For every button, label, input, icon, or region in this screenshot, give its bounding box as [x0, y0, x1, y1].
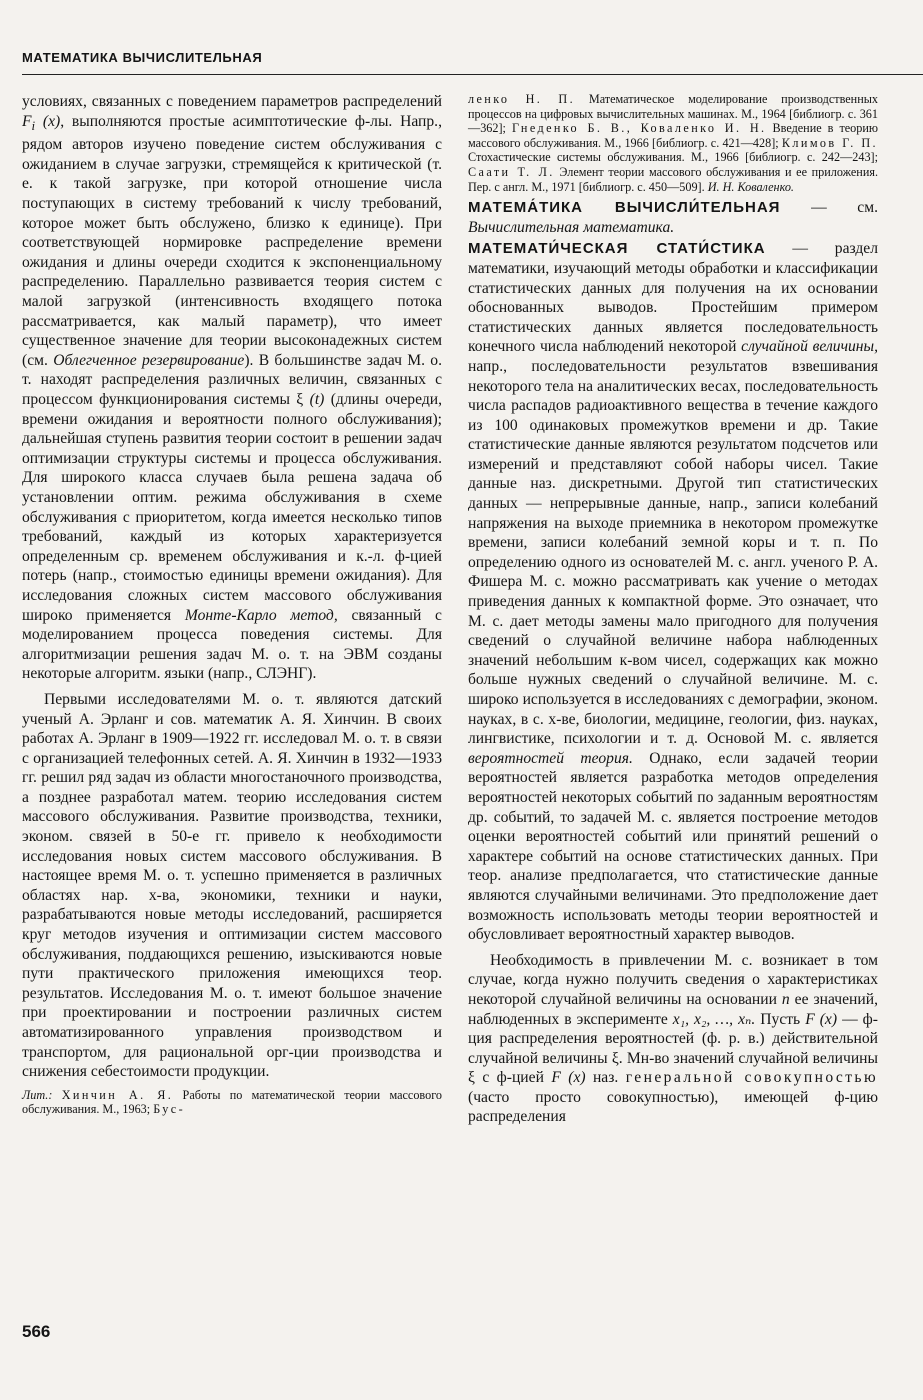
text: Введение в теорию массового обслуживания. М., 1966 [библиогр. с. 421—428]; — [468, 121, 878, 150]
running-head: МАТЕМАТИКА ВЫЧИСЛИТЕЛЬНАЯ — [22, 50, 263, 65]
author: Гнеденко Б. В., Коваленко И. Н. — [511, 121, 767, 136]
formula: (x) — [35, 112, 61, 130]
text: условиях, связанных с поведением параметров распределений — [22, 93, 442, 110]
paragraph — [468, 951, 878, 1127]
cross-reference[interactable]: случайной величины, — [741, 338, 878, 356]
author: Бус- — [153, 1102, 186, 1117]
text: напр., последовательности результатов взвешивания некоторого тела на аналитических весах, последовательность числа распадов радиоактивного вещества в течение каждого из 100 одинаковых промежутков времени и др. Такие статистические данные являются результатом подсчетов или измерений и представляют собой наборы чисел. Такие данные наз. дискретными. Другой тип статистических данных — непрерывные данные, напр., записи колебаний напряжения на выходе приемника в некотором промежутке времени, записи колебаний земной коры и т. п. По определению одного из основателей М. с. англ. ученого Р. А. Фишера М. с. можно рассматривать как учение о методах приведения данных к компактной форме. Это означает, что М. с. дает методы замены мало пригодного для получения сведений о случайной величине набора наблюденных значений небольшим к-вом чисел, содержащих как можно больше нужных сведений о случайной величине. М. с. широко используется в исследованиях с демографии, эконом. науках, в с. х-ве, биологии, медицине, геологии, физ. науках, лингвистике, психологии и т. д. Основой М. с. является — [468, 357, 878, 748]
text: ее значений, наблюденных в эксперименте — [468, 990, 878, 1028]
text: Математическое моделирование производственных процессов на цифровых вычислительных машинах. М., 1964 [библиогр. с. 361—362]; — [468, 92, 878, 136]
headword: МАТЕМА́ТИКА ВЫЧИСЛИ́ТЕЛЬНАЯ — [468, 199, 781, 217]
text: Пусть — [755, 1010, 806, 1028]
headword: МАТЕМАТИ́ЧЕСКАЯ СТАТИ́СТИКА — [468, 240, 766, 258]
author: Климов Г. П. — [781, 135, 878, 150]
page-number: 566 — [22, 1322, 51, 1341]
text: Однако, если задачей теории вероятностей является разработка методов определения вероятностей некоторых событий по заданным вероятностям др. событий, то задачей М. с. является построение методов оценки вероятностей событий или принятий решений о характере событий на основе статистических данных. При теор. анализе предполагается, что статистические данные являются случайными величинами. Это предположение дает возможность использовать методы теории вероятностей и обусловливает вероятностный характер выводов. — [468, 749, 878, 944]
bibliography — [22, 1088, 442, 1117]
author: ленко Н. П. — [468, 92, 576, 106]
text: — ф-ция распределения вероятностей (ф. р. в.) действительной случайной величины ξ. Мн-во значений случайной величины ξ с ф-цией — [468, 1010, 878, 1087]
text: Необходимость в привлечении М. с. возникает в том случае, когда нужно получить сведения о характеристиках некоторой случайной величины на основании — [468, 951, 878, 1008]
text: Стохастические системы обслуживания. М., 1966 [библиогр. с. 242—243]; — [468, 150, 878, 165]
text: (длины очереди, времени ожидания и вероятности полного обслуживания); дальнейшая ступень развития теории состоит в решении задач оптимизации структуры системы и процесса обслуживания. Для широкого класса случаев была решена задача об установлении оптим. режима обслуживания в схеме обслуживания с приоритетом, когда имеется несколько типов требований, каждый из которых характеризуется определенным ср. временем обслуживания и к.-л. ф-цией потерь (напр., стоимостью единицы времени ожидания). Для исследования сложных систем массового обслуживания широко применяется — [22, 391, 442, 624]
formula: n — [781, 990, 790, 1008]
formula: F (x) — [551, 1069, 586, 1087]
signature: И. Н. Коваленко. — [707, 179, 794, 194]
text: связанный с моделированием процесса поведения системы. Для алгоритмизации решения задач М. о. т. на ЭВМ созданы некоторые алгоритм. языки (напр., СЛЭНГ). — [22, 606, 442, 683]
text: — раздел математики, изучающий методы обработки и классификации статистических данных для получения на их основании обоснованных выводов. Простейшим примером статистических данных является последовательность конечного числа наблюдений некоторой — [468, 240, 879, 356]
author: Саати Т. Л. — [468, 164, 555, 179]
text: , выполняются простые асимптотические ф-лы. Напр., рядом авторов изучено поведение систем обслуживания с ожиданием в случае загрузки, стремящейся к критической (т. е. к такой загрузке, при которой отношение числа поступающих в систему требований к числу требований, которое может быть обслужено, близко к единице). При соответствующей нормировке распределение времени ожидания и длины очереди сходится к экспоненциальному распределению. Параллельно развивается теория систем с малой загрузкой (интенсивность входящего потока рассматривается, как малый параметр), что имеет существенное значение для теории высоконадежных систем (см. — [22, 112, 442, 369]
bibliography — [468, 92, 878, 194]
left-column — [22, 92, 442, 1117]
formula: F (x) — [805, 1010, 838, 1028]
text: Работы по математической теории массового обслуживания. М., 1963; — [22, 1087, 442, 1117]
entry-math-computational — [468, 198, 878, 237]
right-column — [468, 92, 878, 1127]
cross-reference[interactable]: Облегченное резервирование — [53, 351, 245, 369]
entry-math-statistics — [468, 239, 878, 944]
formula: (t) — [309, 391, 325, 409]
formula: F — [22, 112, 32, 130]
text: Элемент теории массового обслуживания и ее приложения. Пер. с англ. М., 1971 [библиогр. с. 450—509]. — [468, 164, 878, 194]
formula: x₁, x₂, …, xₙ. — [672, 1010, 756, 1028]
paragraph: Первыми исследователями М. о. т. являются датский ученый А. Эрланг и сов. математик А. Я. Хинчин. В своих работах А. Эрланг в 1909—1922 гг. исследовал М. о. т. в связи с организацией телефонных сетей. А. Я. Хинчин в 1932—1933 гг. решил ряд задач из области многостаночного производства, а позднее разработал матем. теорию исследования систем массового обслуживания. Развитие производства, техники, эконом. связей в 50-е гг. привело к необходимости исследования новых систем массового обслуживания. В настоящее время М. о. т. успешно применяется в различных областях нар. х-ва, экономики, техники и науки, разрабатываются новые методы исследований, расширяется круг методов изучения и оптимизации систем массового обслуживания, поддающихся решению, изыскиваются новые пути практического приложения имеющихся теор. результатов. Исследования М. о. т. имеют большое значение при проектировании и построении различных систем автоматизированного управления производством и транспортом, для рациональной орг-ции производства и снижения себестоимости продукции. — [22, 690, 442, 1081]
formula-subscript: i — [31, 117, 36, 133]
cross-reference[interactable]: Вычислительная математика. — [468, 218, 675, 236]
cross-reference[interactable]: Монте-Карло метод, — [184, 606, 338, 624]
header-rule — [22, 74, 923, 75]
text: наз. — [585, 1069, 626, 1087]
author: Хинчин А. Я. — [61, 1087, 174, 1102]
paragraph — [22, 92, 442, 684]
term: генеральной совокупностью — [625, 1069, 878, 1087]
cross-reference[interactable]: вероятностей теория. — [468, 749, 633, 767]
bibliography-label: Лит.: — [22, 1087, 53, 1102]
text: — см. — [780, 199, 878, 217]
text: (часто просто совокупностью), имеющей ф-цию распределения — [468, 1088, 878, 1126]
text: ). В большинстве задач М. о. т. находят распределения различных величин, связанных с процессом функционирования системы ξ — [22, 351, 442, 409]
